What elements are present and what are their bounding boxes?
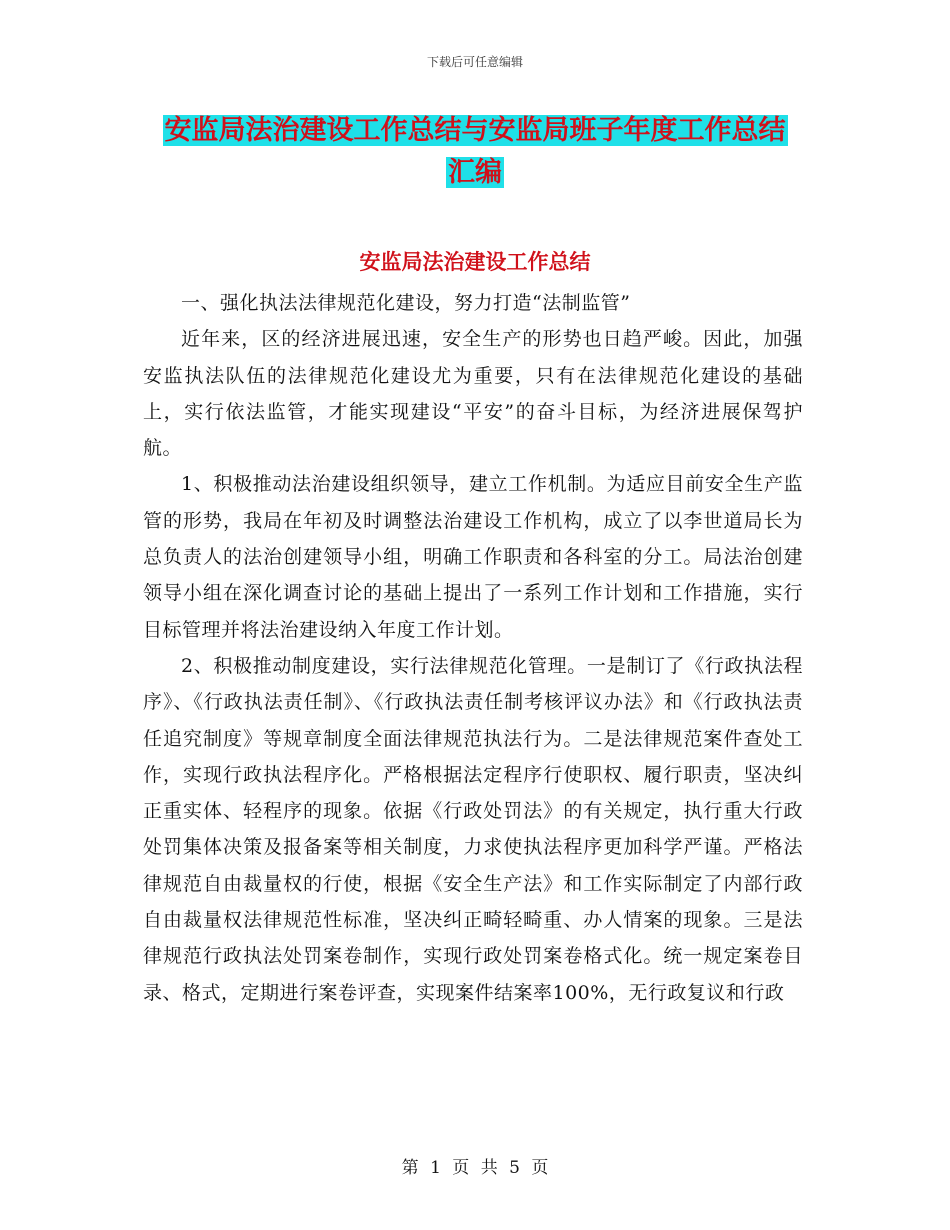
header-note: 下载后可任意编辑 — [426, 55, 523, 69]
body-paragraph: 近年来，区的经济进展迅速，安全生产的形势也日趋严峻。因此，加强安监执法队伍的法律规范化建设尤为重要，只有在法律规范化建设的基础上，实行依法监管，才能实现建设“平安”的奋斗目标，为经济进展保驾护航。 — [143, 328, 803, 460]
title-highlight-1: 安监局法治建设工作总结与安监局班子年度工作总结 — [164, 115, 786, 146]
page-number: 第 1 页 共 5 页 — [401, 1158, 549, 1178]
document-title — [0, 110, 950, 194]
body-paragraph: 1、积极推动法治建设组织领导，建立工作机制。为适应目前安全生产监管的形势，我局在年初及时调整法治建设工作机构，成立了以李世道局长为总负责人的法治创建领导小组，明确工作职责和各科室的分工。局法治创建领导小组在深化调查讨论的基础上提出了一系列工作计划和工作措施，实行目标管理并将法治建设纳入年度工作计划。 — [143, 473, 803, 641]
body-paragraph: 2、积极推动制度建设，实行法律规范化管理。一是制订了《行政执法程序》、《行政执法责任制》、《行政执法责任制考核评议办法》和《行政执法责任追究制度》等规章制度全面法律规范执法行为。二是法律规范案件查处工作，实现行政执法程序化。严格根据法定程序行使职权、履行职责，坚决纠正重实体、轻程序的现象。依据《行政处罚法》的有关规定，执行重大行政处罚集体决策及报备案等相关制度，力求使执法程序更加科学严谨。严格法律规范自由裁量权的行使，根据《安全生产法》和工作实际制定了内部行政自由裁量权法律规范性标准，坚决纠正畸轻畸重、办人情案的现象。三是法律规范行政执法处罚案卷制作，实现行政处罚案卷格式化。统一规定案卷目录、格式，定期进行案卷评查，实现案件结案率100%，无行政复议和行政 — [143, 654, 803, 1004]
section-title: 安监局法治建设工作总结 — [359, 249, 591, 274]
document-title-line-1 — [0, 110, 950, 152]
document-title-line-2 — [0, 152, 950, 194]
title-highlight-2: 汇编 — [448, 157, 502, 188]
body-text — [143, 285, 803, 1011]
heading-paragraph: 一、强化执法法律规范化建设，努力打造“法制监管” — [181, 292, 631, 314]
